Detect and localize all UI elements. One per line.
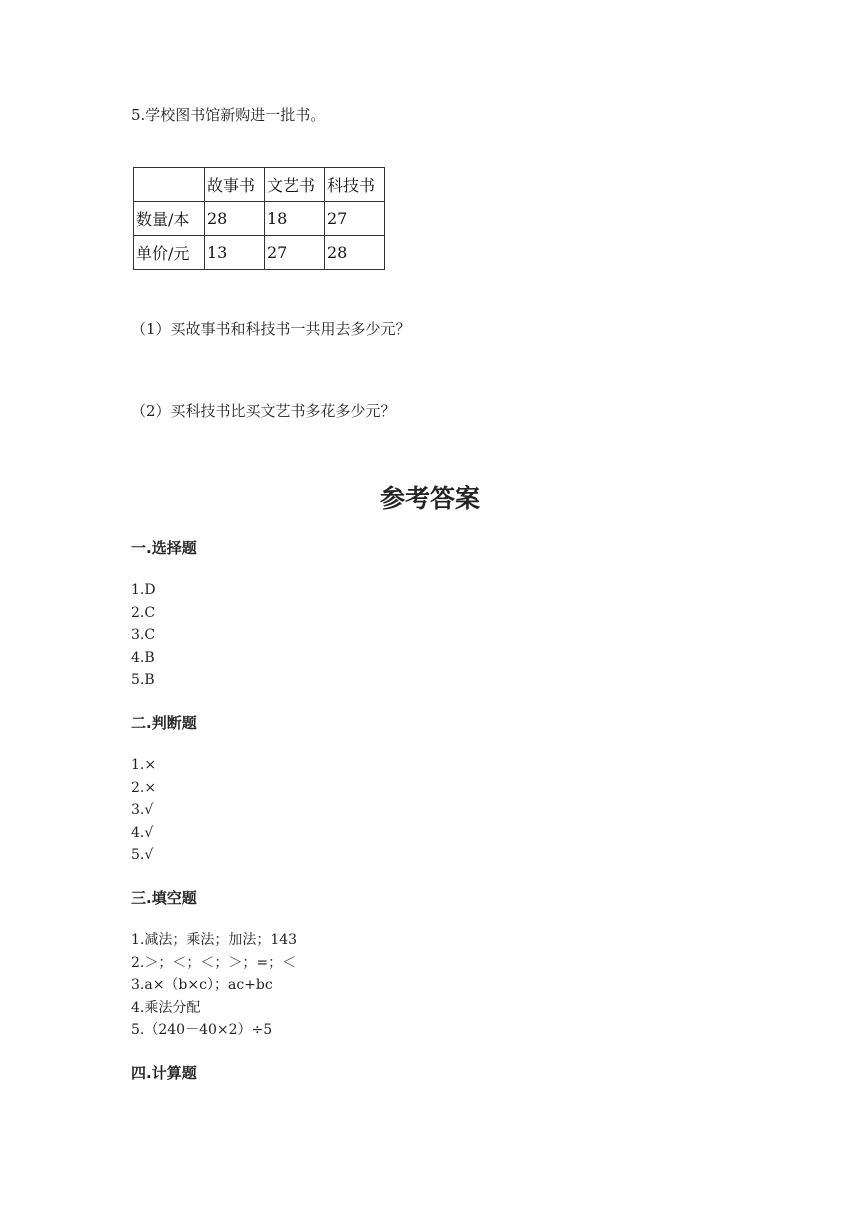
list-item: 5.（240－40×2）÷5: [131, 1022, 273, 1039]
table-header-cell: [134, 168, 205, 202]
table-row: [134, 202, 385, 236]
books-table: [133, 167, 385, 270]
table-header-row: [134, 168, 385, 202]
question-title: 5.学校图书馆新购进一批书。: [131, 106, 326, 124]
list-item: 1.减法；乘法；加法；143: [131, 932, 298, 948]
sub-question-1: （1）买故事书和科技书一共用去多少元？: [131, 320, 411, 338]
section-heading-judgement: 二.判断题: [131, 714, 197, 732]
answer-list-fill-blank: [131, 929, 297, 1042]
table-cell: 28: [325, 236, 385, 270]
list-item: 2.＞；＜；＜；＞；=；＜: [131, 954, 297, 971]
list-item: 5.B: [131, 672, 155, 689]
table-header-cell: 科技书: [325, 168, 385, 202]
list-item: 4.√: [131, 824, 154, 841]
table-cell: 单价/元: [134, 236, 205, 270]
list-item: 3.a×（b×c）；ac+bc: [131, 977, 273, 994]
list-item: 1.D: [131, 582, 156, 598]
list-item: 1.×: [131, 757, 157, 773]
table-row: [134, 236, 385, 270]
answer-list-choice: [131, 579, 156, 692]
answer-list-judgement: [131, 754, 156, 867]
table-cell: 27: [325, 202, 385, 236]
table-cell: 13: [205, 236, 265, 270]
list-item: 4.B: [131, 649, 155, 666]
section-heading-fill-blank: 三.填空题: [131, 889, 197, 907]
list-item: 4.乘法分配: [131, 999, 201, 1016]
list-item: 3.C: [131, 627, 156, 644]
list-item: 3.√: [131, 802, 154, 819]
section-heading-choice: 一.选择题: [131, 539, 197, 557]
list-item: 2.×: [131, 779, 157, 796]
list-item: 2.C: [131, 604, 156, 621]
table-cell: 数量/本: [134, 202, 205, 236]
table-header-cell: 故事书: [205, 168, 265, 202]
table-cell: 27: [265, 236, 325, 270]
table-cell: 18: [265, 202, 325, 236]
table-header-cell: 文艺书: [265, 168, 325, 202]
section-heading-calculation: 四.计算题: [131, 1064, 197, 1082]
sub-question-2: （2）买科技书比买文艺书多花多少元？: [131, 402, 396, 420]
table-cell: 28: [205, 202, 265, 236]
list-item: 5.√: [131, 847, 154, 864]
answers-title: 参考答案: [379, 484, 480, 513]
